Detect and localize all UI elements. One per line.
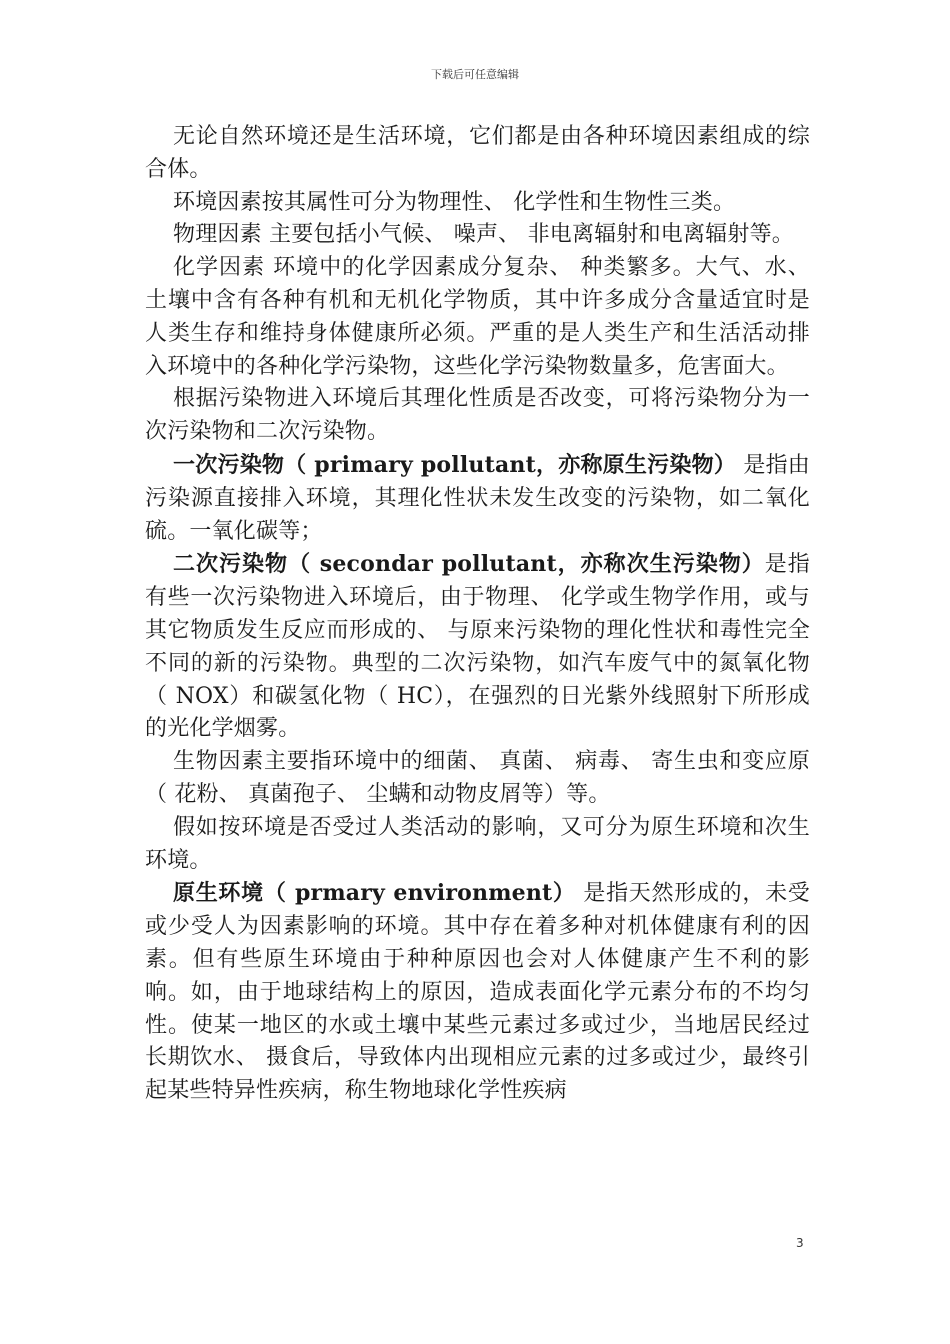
document-body: [145, 121, 810, 1108]
paragraph-environment-types: 假如按环境是否受过人类活动的影响，又可分为原生环境和次生环境。: [145, 814, 810, 873]
paragraph-primary-pollutant: [145, 449, 810, 548]
term-secondary-pollutant: 二次污染物（ secondar pollutant，亦称次生污染物）: [173, 551, 765, 578]
definition-secondary-pollutant: 是指有些一次污染物进入环境后，由于物理、 化学或生物学作用，或与其它物质发生反应而形成的、 与原来污染物的理化性状和毒性完全不同的新的污染物。典型的二次污染物，如汽车废气中的氮氧化物（ NOX）和碳氢化物（ HC），在强烈的日光紫外线照射下所形成的光化学烟雾。: [145, 552, 810, 742]
definition-primary-pollutant: 是指由污染源直接排入环境，其理化性状未发生改变的污染物，如二氧化硫。一氧化碳等；: [145, 452, 811, 544]
definition-primary-environment: 是指天然形成的，未受或少受人为因素影响的环境。其中存在着多种对机体健康有利的因素。但有些原生环境由于种种原因也会对人体健康产生不利的影响。如，由于地球结构上的原因，造成表面化学元素分布的不均匀性。使某一地区的水或土壤中某些元素过多或过少，当地居民经过长期饮水、 摄食后，导致体内出现相应元素的过多或过少，最终引起某些特异性疾病，称生物地球化学性疾病: [145, 881, 810, 1104]
term-primary-environment: 原生环境（ prmary environment）: [173, 880, 576, 907]
paragraph-factor-categories: 环境因素按其属性可分为物理性、 化学性和生物性三类。: [173, 189, 736, 215]
paragraph-chemical-factors: 化学因素 环境中的化学因素成分复杂、 种类繁多。大气、水、 土壤中含有各种有机和无机化学物质，其中许多成分含量适宜时是人类生存和维持身体健康所必须。严重的是人类生产和生活活动排入环境中的各种化学污染物，这些化学污染物数量多，危害面大。: [145, 255, 810, 379]
page-header: 下载后可任意编辑: [431, 68, 519, 81]
paragraph-biological-factors: 生物因素主要指环境中的细菌、 真菌、 病毒、 寄生虫和变应原（ 花粉、 真菌孢子、 尘螨和动物皮屑等）等。: [145, 749, 810, 807]
paragraph-environment-composition: 无论自然环境还是生活环境，它们都是由各种环境因素组成的综合体。: [145, 124, 810, 182]
page-number: 3: [796, 1236, 804, 1250]
paragraph-pollutant-classification: 根据污染物进入环境后其理化性质是否改变，可将污染物分为一次污染物和二次污染物。: [145, 386, 810, 445]
paragraph-secondary-pollutant: [145, 548, 810, 746]
paragraph-physical-factors: 物理因素 主要包括小气候、 噪声、 非电离辐射和电离辐射等。: [173, 222, 794, 248]
term-primary-pollutant: 一次污染物（ primary pollutant，亦称原生污染物）: [173, 451, 737, 478]
paragraph-primary-environment: [145, 877, 810, 1108]
